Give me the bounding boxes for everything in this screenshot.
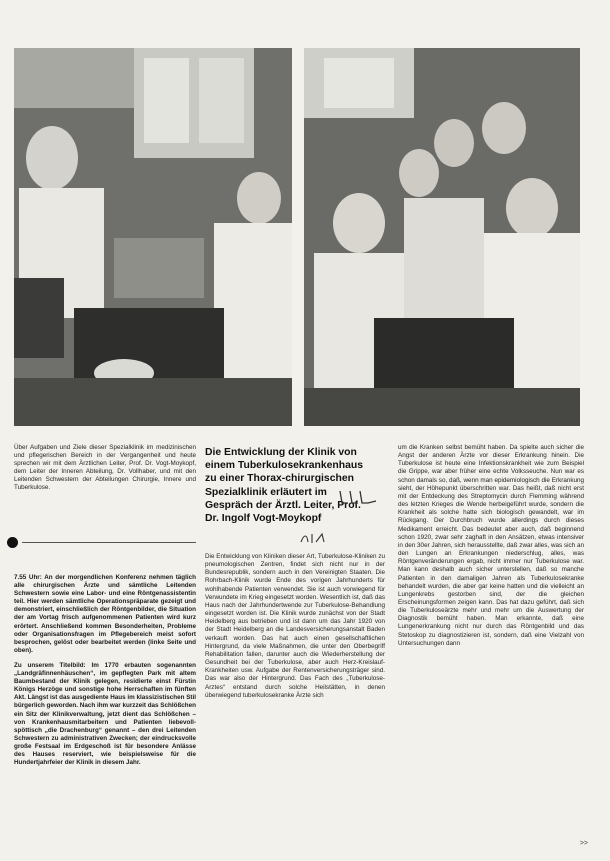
photo-clinic-examination xyxy=(14,48,292,426)
divider xyxy=(22,542,196,543)
photo-clinic-demonstration xyxy=(304,48,580,426)
article-column-3 xyxy=(398,444,584,648)
photo-caption xyxy=(14,444,196,499)
article-column-2: Die Entwicklung von Kliniken dieser Art, Tuberkulose-Kliniken zu pneumologischen Zentren, findet sich nicht nur in der Bundesrepublik, sondern auch in den Vereinigten Staaten. Die Rohrbach-Klinik wurde Ende des vorigen Jahrhunderts für wohlhabende Patienten verwendet. Sie ist auch vorwiegend für Verwundete im Krieg eingesetzt worden. Wesentlich ist, daß das Haus nach der Jahrhundertwende zur Tuberkulose-Behandlung eingesetzt worden ist. Die Klinik wurde zunächst von der Stadt Heidelberg aus betrieben und ist dann um das Jahr 1920 von der Stadt Heidelberg an die Landesversicherungsanstalt Baden verkauft worden. Das hat auch einen gesellschaftlichen Hintergrund, da viele Maßnahmen, die unter den Oberbegriff Rehabilitation fallen, darunter auch die Wiederherstellung der Gesundheit bei der Tuberkulose, aber auch Herz-Kreislauf-Krankheiten usw. Aufgabe der Rentenversicherungsträger sind. Das war also der Hintergrund. Das Fach des „Tuberkulose-Arztes“ entstand durch solche Heilstätten, in denen überwiegend tuberkulosekranke Ärzte sich xyxy=(205,553,385,699)
article-headline: Die Entwicklung der Klinik von einem Tuberkulosekrankenhaus zu einer Thorax-chirurgischen Spezialklinik erläutert im Gespräch der Ärztl. Leiter, Prof. Dr. Ingolf Vogt-Moykopf xyxy=(205,447,364,525)
caption-details xyxy=(14,574,196,774)
article-column-3-text: um die Kranken selbst bemüht haben. Da spielte auch sicher die Angst der anderen Ärzte vor dieser Erkrankung hinein. Die Tuberkulose ist heute eine Infektionskrankheit wie zum Beispiel die Grippe, war aber früher eine echte Volksseuche. Nun war es schon damals so, daß, wenn man epidemiologisch die Erkrankung sieht, der Höhepunkt überschritten war. Das heißt, daß nicht erst mit der Entdeckung des Streptomycin durch Flemming während des letzten Krieges die Wende herbeigeführt wurde, sondern die Krankheit als solche hatte sich biologisch gewandelt, war im Rückgang. Der Durchbruch wurde allerdings durch dieses Medikament erreicht. Das bedeutet aber auch, daß beginnend schon 1920, zwar sehr zaghaft in den Ansätzen, etwas intensiver in den 30er Jahren, sich herausstellte, daß zwar alles, was sich an den Lungen an Erkrankungen niederschlug, alles, was Röntgenveränderungen ergab, nicht immer nur Tuberkulose war. Man kann deshalb auch sicher unterstellen, daß so manche Patienten in den damaligen Jahren als Tuberkulosekranke behandelt wurden, die aber gar keine hatten und die vielleicht an Lungenkrebs gestorben sind, der die gleichen Erscheinungsformen zeigen kann. Das hat dazu geführt, daß sich die Tuberkuloseärzte mehr und mehr um die Auswertung der Diagnostik bemüht haben. Man erkannte, daß eine Lungenerkrankung nicht nur durch das Röntgenbild und das Stetoskop zu diagnostizieren ist, sondern, daß eine Vielzahl von Untersuchungen dann xyxy=(398,444,584,647)
handwritten-signature-icon xyxy=(338,487,378,509)
caption-title-image: Zu unserem Titelbild: Im 1770 erbauten sogenannten „Landgräfinnenhäuschen“, im gepflegten Park mit altem Baumbestand der Klinik gelegen, residierte einst Fürstin Königs Herzöge und sonstige hohe Herrschaften im fünften Akt. Längst ist das ausgediente Haus im klassizistischen Stil bürgerlich geworden. Nach ihm war kurzzeit das Schlößchen ein Sitz der Klinikverwaltung, jetzt dient das Schlößchen – von Krankenhausmitarbeitern und Patienten liebevoll-spöttisch „die Drachenburg“ genannt – den drei Leitenden Schwestern zu administrativen Zwecken; der eindrucksvolle große Festsaal im Erdgeschoß ist für besondere Anlässe des Hauses reserviert, wie beispielsweise für die Hundertjahrfeier der Klinik in diesem Jahr. xyxy=(14,661,196,767)
page-continuation-mark: >> xyxy=(579,840,588,847)
handwritten-initials-icon xyxy=(298,530,328,546)
bullet-dot-icon xyxy=(7,537,18,548)
caption-conference: 7.55 Uhr: An der morgendlichen Konferenz nehmen täglich alle chirurgischen Ärzte und sämtliche Leitenden Schwestern sowie eine Labor- und eine Röntgenassistentin teil. Hier werden sämtliche Operationspräparate gezeigt und demonstriert, einschließlich der Röntgenbilder, die Situation der am Vortag frisch aufgenommenen Patienten wird kurz erörtert. Anschließend kommen Besonderheiten, Probleme oder Organisationsfragen im Pflegebereich meist sofort besprochen, gelöst oder bearbeitet werden (linke Seite und oben). xyxy=(14,574,196,654)
caption-intro: Über Aufgaben und Ziele dieser Spezialklinik im medizinischen und pflegerischen Bereich in der Vergangenheit und heute sprechen wir mit dem Ärztlichen Leiter, Prof. Dr. Vogt-Moykopf, dem Leiter der Inneren Abteilung, Dr. Vollhaber, und mit den Leitenden Schwestern der Abteilungen Chirurgie, Innere und Tuberkulose. xyxy=(14,444,196,492)
